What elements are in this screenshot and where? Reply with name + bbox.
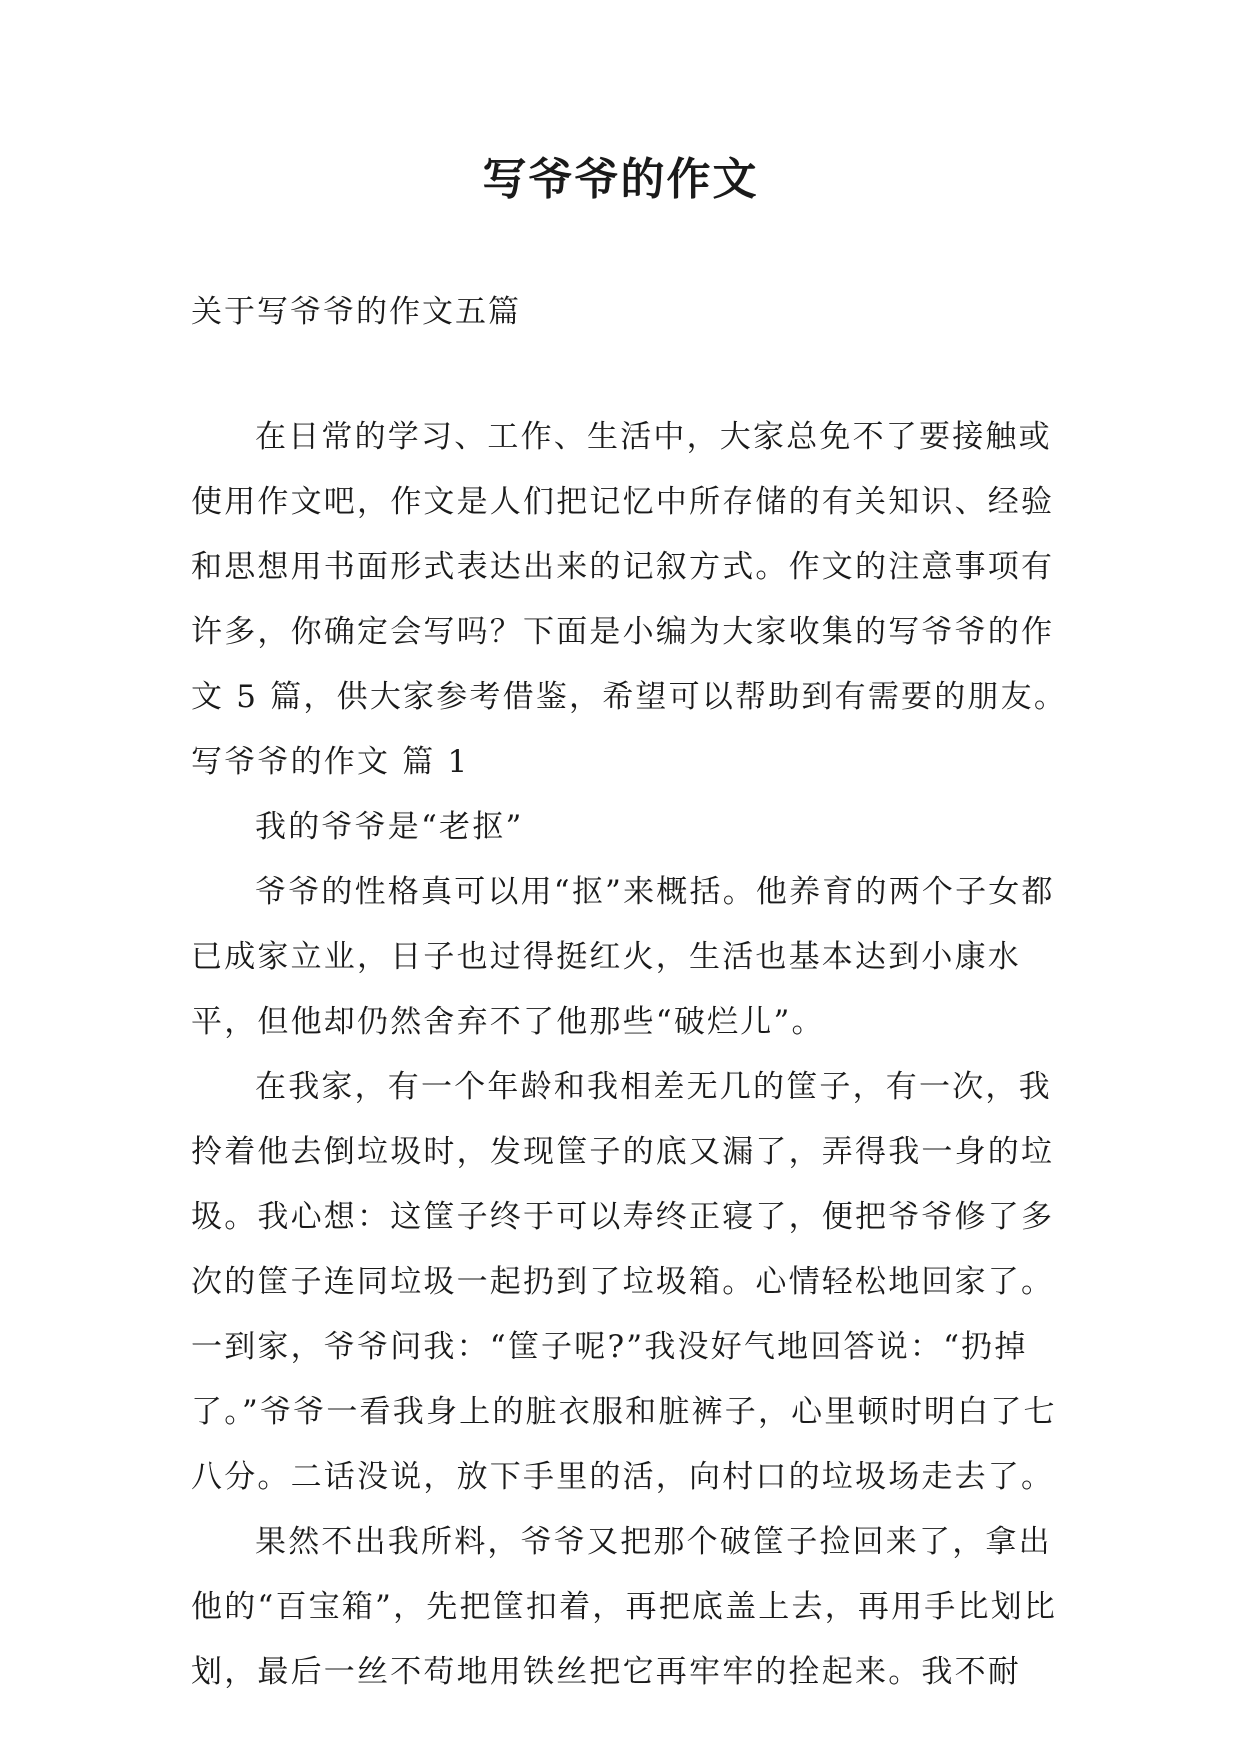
intro-paragraph: 在日常的学习、工作、生活中，大家总免不了要接触或使用作文吧，作文是人们把记忆中所存储的有关知识、经验和思想用书面形式表达出来的记叙方式。作文的注意事项有许多，你确定会写吗？下面是小编为大家收集的写爷爷的作文 5 篇，供大家参考借鉴，希望可以帮助到有需要的朋友。	[191, 419, 1068, 715]
body-paragraph: 爷爷的性格真可以用“抠”来概括。他养育的两个子女都已成家立业，日子也过得挺红火，生活也基本达到小康水平，但他却仍然舍弃不了他那些“破烂儿”。	[191, 874, 1055, 1040]
document-subtitle: 关于写爷爷的作文五篇	[191, 294, 521, 330]
essay-heading: 写爷爷的作文 篇 1	[191, 744, 470, 780]
body-paragraph: 在我家，有一个年龄和我相差无几的筐子，有一次，我拎着他去倒垃圾时，发现筐子的底又漏了，弄得我一身的垃圾。我心想：这筐子终于可以寿终正寝了，便把爷爷修了多次的筐子连同垃圾一起扔到了垃圾箱。心情轻松地回家了。一到家，爷爷问我：“筐子呢?”我没好气地回答说：“扔掉了。”爷爷一看我身上的脏衣服和脏裤子，心里顿时明白了七八分。二话没说，放下手里的活，向村口的垃圾场走去了。	[191, 1069, 1057, 1495]
body-paragraph: 果然不出我所料，爷爷又把那个破筐子捡回来了，拿出他的“百宝箱”，先把筐扣着，再把底盖上去，再用手比划比划，最后一丝不苟地用铁丝把它再牢牢的拴起来。我不耐	[191, 1524, 1058, 1690]
document-body	[191, 405, 1071, 1705]
document-title: 写爷爷的作文	[482, 154, 759, 205]
essay-title: 我的爷爷是“老抠”	[255, 809, 524, 845]
